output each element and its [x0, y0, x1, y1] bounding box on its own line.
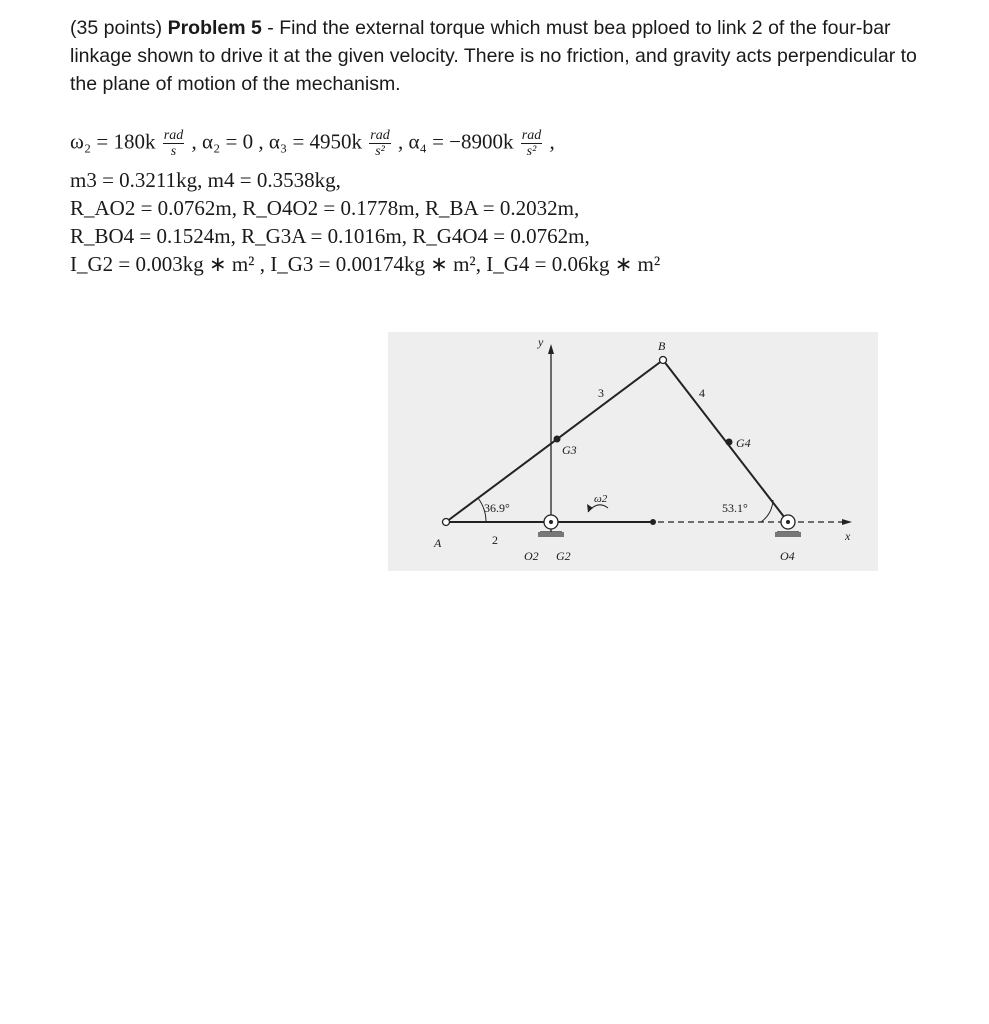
label-A: A	[434, 536, 442, 550]
label-O2: O2	[524, 549, 539, 563]
problem-statement	[70, 14, 930, 98]
linkage-diagram	[388, 332, 878, 571]
problem-text: - Find the external torque which must bea pploed to link 2 of the four-bar linkage shown to drive it at the given velocity. There is no friction, and gravity acts perpendicular to the plane of motion of the mechanism.	[70, 17, 917, 95]
label-x: x	[845, 529, 851, 543]
label-link-4: 4	[699, 386, 705, 400]
alpha4-value: , α₄ = −8900k	[398, 129, 514, 154]
label-link-3: 3	[598, 386, 604, 400]
pin-B	[660, 357, 667, 364]
label-O4: O4	[780, 549, 795, 563]
figure-background	[388, 332, 878, 571]
label-B: B	[658, 339, 666, 353]
omega2-value: ω₂ = 180k	[70, 129, 156, 154]
alpha4-units: $\frac{\text{rad}}{\text{s²}}$	[521, 128, 542, 159]
omega2-units: $\frac{\text{rad}}{s}$	[163, 128, 184, 159]
G3-point	[554, 436, 561, 443]
linkage-figure	[388, 332, 878, 571]
G4-point	[726, 439, 733, 446]
givens-line-5: I_G2 = 0.003kg ∗ m² , I_G3 = 0.00174kg ∗ m², I_G4 = 0.06kg ∗ m²	[70, 252, 661, 276]
link2-end-dot	[650, 519, 656, 525]
alpha3-units: $\frac{\text{rad}}{\text{s²}}$	[370, 128, 390, 159]
problem-points: (35 points)	[70, 17, 163, 39]
label-link-2: 2	[492, 533, 498, 547]
pin-A	[443, 519, 450, 526]
problem-label: Problem 5	[167, 17, 262, 39]
givens-line-4: R_BO4 = 0.1524m, R_G3A = 0.1016m, R_G4O4 = 0.0762m,	[70, 224, 590, 248]
label-angle-O4: 53.1°	[722, 501, 748, 515]
givens-line-2: m3 = 0.3211kg, m4 = 0.3538kg,	[70, 168, 341, 192]
label-y: y	[538, 335, 544, 349]
givens-line-1: ω₂ = 180k $\frac{\text{rad}}{s}$ , α₂ = 0 , α₃ = 4950k $\frac{\text{rad}}{\text{s²}}$ , α₄ = −8900k $\frac{\text{rad}}{\text{s²}}$ ,	[70, 128, 555, 159]
label-omega2: ω2	[594, 493, 608, 505]
label-G2: G2	[556, 549, 571, 563]
label-angle-A: 36.9°	[484, 501, 510, 515]
alpha2-alpha3-value: , α₂ = 0 , α₃ = 4950k	[191, 129, 363, 154]
label-G3: G3	[562, 443, 577, 457]
label-G4: G4	[736, 436, 751, 450]
givens-line-3: R_AO2 = 0.0762m, R_O4O2 = 0.1778m, R_BA = 0.2032m,	[70, 196, 580, 220]
